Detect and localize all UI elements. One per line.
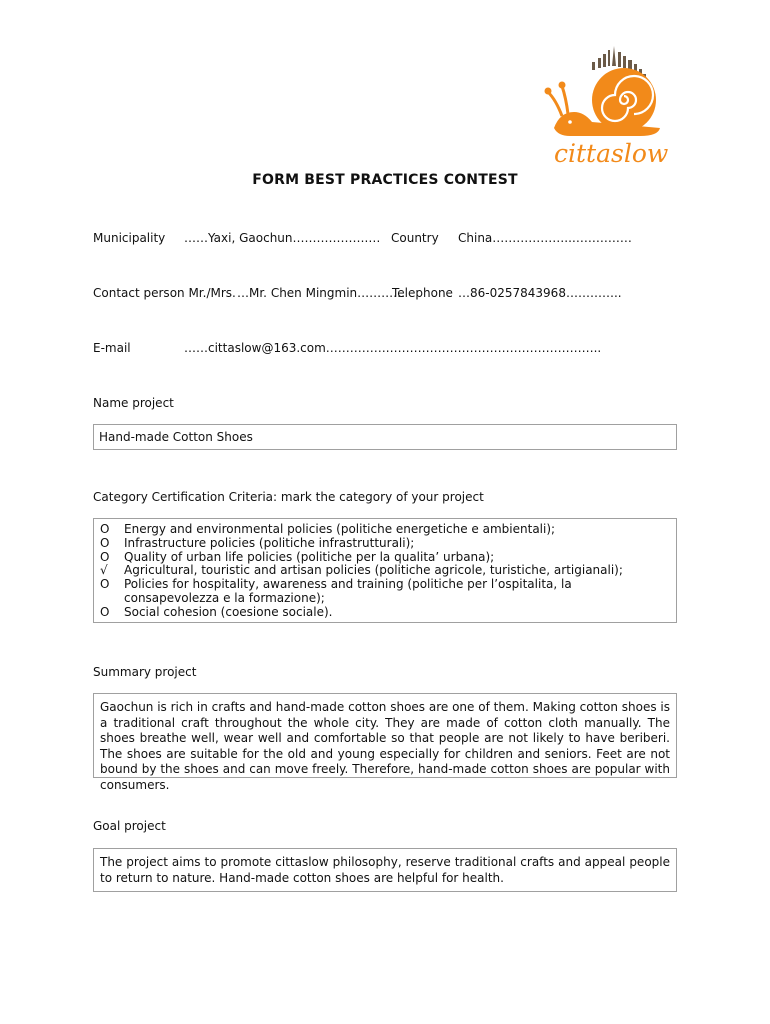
category-box [93,518,677,623]
email-value: ……cittaslow@163.com…………….…………………………………………….. [184,341,602,355]
category-text: Energy and environmental policies (politiche energetiche e ambientali); [124,522,556,536]
snail-icon [540,42,680,168]
summary-project-box [93,693,677,792]
municipality-value: ……Yaxi, Gaochun……………….… [184,231,381,245]
page-title: FORM BEST PRACTICES CONTEST [252,172,518,188]
category-label: Category Certification Criteria: mark the category of your project [93,490,484,504]
cittaslow-logo [540,42,680,168]
category-text: Quality of urban life policies (politiche per la qualita’ urbana); [124,549,495,564]
summary-project-label: Summary project [93,665,197,679]
category-mark: O [100,549,110,564]
category-text: Social cohesion (coesione sociale). [124,604,333,619]
category-item[interactable] [100,523,670,537]
category-item[interactable] [100,564,670,578]
email-label: E-mail [93,341,131,355]
category-mark: O [100,604,110,619]
summary-project-text: Gaochun is rich in crafts and hand-made cotton shoes are one of them. Making cotton shoes is a traditional craft throughout the whole city. They are made of cotton cloth manually. The shoes breathe well, wear well and comfortable so that people are not likely to have beriberi. The shoes are suitable for the old and young especially for children and seniors. Feet are not bound by the shoes and can move freely. Therefore, hand-made cotton shoes are popular with consumers. [100,700,670,792]
telephone-label: Telephone [392,286,453,300]
category-mark: √ [100,563,108,578]
category-list [94,519,676,623]
category-item[interactable] [100,551,670,565]
contact-value: …Mr. Chen Mingmin………… [237,286,406,300]
category-text: Policies for hospitality, awareness and training (politiche per l’ospitalita, la consapevolezza e la formazione); [124,577,572,605]
name-project-value: Hand-made Cotton Shoes [99,430,253,444]
category-item[interactable] [100,606,670,620]
country-label: Country [391,231,439,245]
category-mark: O [100,535,110,550]
name-project-box [93,424,677,450]
category-text: Agricultural, touristic and artisan policies (politiche agricole, turistiche, artigianali); [124,563,623,578]
goal-project-box [93,848,677,892]
contact-label: Contact person Mr./Mrs. [93,286,236,300]
goal-project-text: The project aims to promote cittaslow philosophy, reserve traditional crafts and appeal people to return to nature. Hand-made cotton shoes are helpful for health. [100,855,670,885]
telephone-value: …86-0257843968………….. [458,286,622,300]
category-mark: O [100,522,110,536]
name-project-label: Name project [93,396,174,410]
country-value: China………………..…………… [458,231,632,245]
logo-wordmark: cittaslow [554,139,669,168]
municipality-label: Municipality [93,231,166,245]
goal-project-label: Goal project [93,819,166,833]
category-item[interactable] [100,578,670,606]
category-text: Infrastructure policies (politiche infrastrutturali); [124,535,415,550]
category-item[interactable] [100,537,670,551]
category-mark: O [100,577,110,592]
